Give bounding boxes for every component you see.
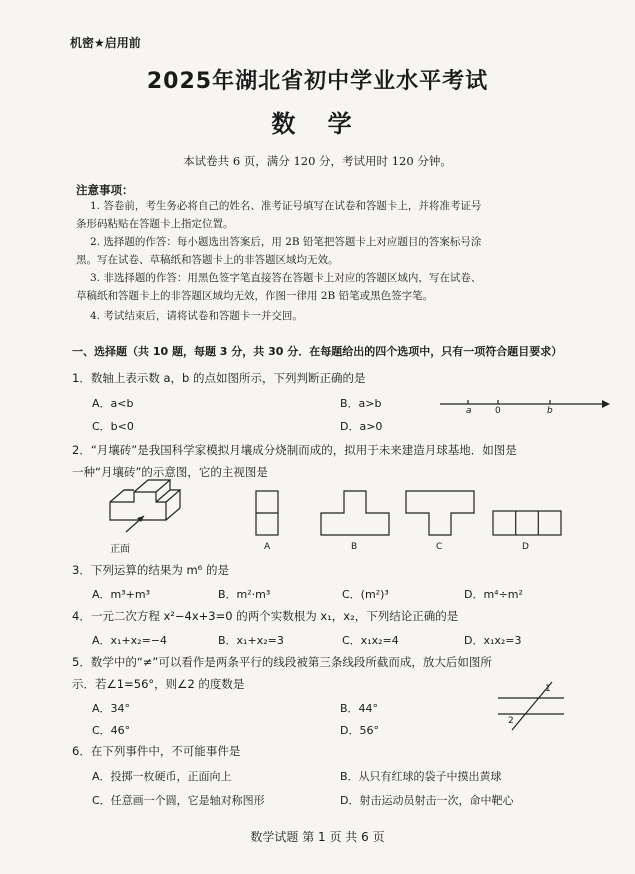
axis-arrowhead bbox=[602, 400, 610, 408]
question-3-option-a: A．m³+m³ bbox=[92, 588, 150, 601]
exam-info: 本试卷共 6 页，满分 120 分，考试用时 120 分钟。 bbox=[183, 154, 452, 168]
question-3-option-c: C．(m²)³ bbox=[342, 588, 389, 601]
axis-label-b: b bbox=[547, 406, 553, 416]
question-5-option-a: A．34° bbox=[92, 702, 131, 715]
question-2-stem-line-2: 一种“月壤砖”的示意图，它的主视图是 bbox=[72, 465, 268, 479]
exam-title: 2025年湖北省初中学业水平考试 bbox=[146, 69, 489, 94]
axis-label-a: a bbox=[466, 406, 472, 416]
brick-front-face bbox=[110, 492, 166, 520]
question-6-option-c: C．任意画一个圆，它是轴对称图形 bbox=[92, 794, 265, 807]
subject-title: 数 学 bbox=[271, 110, 364, 138]
confidential-label: 机密★启用前 bbox=[70, 36, 141, 50]
question-3-option-d: D．m⁴÷m² bbox=[464, 588, 523, 601]
notice-item-2-line-2: 黑。写在试卷、草稿纸和答题卡上的非答题区域均无效。 bbox=[76, 254, 339, 266]
question-6-option-d: D．射击运动员射击一次，命中靶心 bbox=[340, 794, 514, 807]
notice-heading: 注意事项： bbox=[76, 183, 134, 197]
question-4-option-a: A．x₁+x₂=−4 bbox=[92, 634, 168, 647]
question-6-option-b: B．从只有红球的袋子中摸出黄球 bbox=[340, 770, 502, 783]
question-4-option-c: C．x₁x₂=4 bbox=[342, 634, 399, 647]
question-4-option-d: D．x₁x₂=3 bbox=[464, 634, 522, 647]
notice-item-1-line-2: 条形码粘贴在答题卡上指定位置。 bbox=[76, 218, 234, 230]
option-d-label: D bbox=[522, 542, 529, 552]
question-1-option-c: C．b<0 bbox=[92, 420, 134, 433]
question-5-option-d: D．56° bbox=[340, 724, 379, 737]
question-6-option-a: A．投掷一枚硬币，正面向上 bbox=[92, 770, 232, 783]
question-3-stem: 3．下列运算的结果为 m⁶ 的是 bbox=[72, 563, 229, 577]
notice-item-3-line-1: 3. 非选择题的作答：用黑色签字笔直接答在答题卡上对应的答题区域内，写在试卷、 bbox=[90, 272, 482, 284]
section-heading: 一、选择题（共 10 题，每题 3 分，共 30 分．在每题给出的四个选项中，只有一项符合题目要求） bbox=[72, 345, 563, 358]
option-b-label: B bbox=[351, 542, 358, 552]
question-2-stem-line-1: 2．“月壤砖”是我国科学家模拟月壤成分烧制而成的，拟用于未来建造月球基地．如图是 bbox=[72, 443, 517, 457]
question-5-option-b: B．44° bbox=[340, 702, 379, 715]
question-1-option-b: B．a>b bbox=[340, 397, 382, 410]
option-a-label: A bbox=[264, 542, 271, 552]
question-5-stem-line-2: 示．若∠1=56°，则∠2 的度数是 bbox=[72, 677, 245, 691]
axis-label-zero: 0 bbox=[495, 406, 501, 416]
question-4-stem: 4．一元二次方程 x²−4x+3=0 的两个实数根为 x₁，x₂，下列结论正确的是 bbox=[72, 609, 459, 623]
question-1-stem: 1．数轴上表示数 a，b 的点如图所示，下列判断正确的是 bbox=[72, 371, 366, 385]
option-b-figure bbox=[320, 490, 390, 536]
moon-brick-3d-figure bbox=[104, 480, 194, 540]
option-a-figure bbox=[255, 490, 279, 536]
question-1-option-a: A．a<b bbox=[92, 397, 134, 410]
notice-item-4: 4. 考试结束后，请将试卷和答题卡一并交回。 bbox=[90, 310, 303, 322]
notice-item-2-line-1: 2. 选择题的作答：每小题选出答案后，用 2B 铅笔把答题卡上对应题目的答案标号涂 bbox=[90, 236, 482, 248]
option-d-figure bbox=[492, 510, 562, 536]
question-5-stem-line-1: 5．数学中的“≠”可以看作是两条平行的线段被第三条线段所截而成，放大后如图所 bbox=[72, 655, 492, 669]
notice-item-3-line-2: 草稿纸和答题卡上的非答题区域均无效，作图一律用 2B 铅笔或黑色签字笔。 bbox=[76, 290, 434, 302]
question-6-stem: 6．在下列事件中，不可能事件是 bbox=[72, 744, 241, 758]
option-c-figure bbox=[405, 490, 475, 536]
angle-label-2: 2 bbox=[508, 716, 514, 726]
page-footer: 数学试题 第 1 页 共 6 页 bbox=[250, 830, 385, 844]
front-label: 正面 bbox=[110, 544, 130, 555]
question-5-option-c: C．46° bbox=[92, 724, 131, 737]
angle-label-1: 1 bbox=[545, 684, 551, 694]
question-3-option-b: B．m²·m³ bbox=[218, 588, 271, 601]
question-4-option-b: B．x₁+x₂=3 bbox=[218, 634, 284, 647]
option-c-label: C bbox=[436, 542, 443, 552]
question-1-option-d: D．a>0 bbox=[340, 420, 383, 433]
notice-item-1-line-1: 1. 答卷前，考生务必将自己的姓名、准考证号填写在试卷和答题卡上，并将准考证号 bbox=[90, 200, 482, 212]
